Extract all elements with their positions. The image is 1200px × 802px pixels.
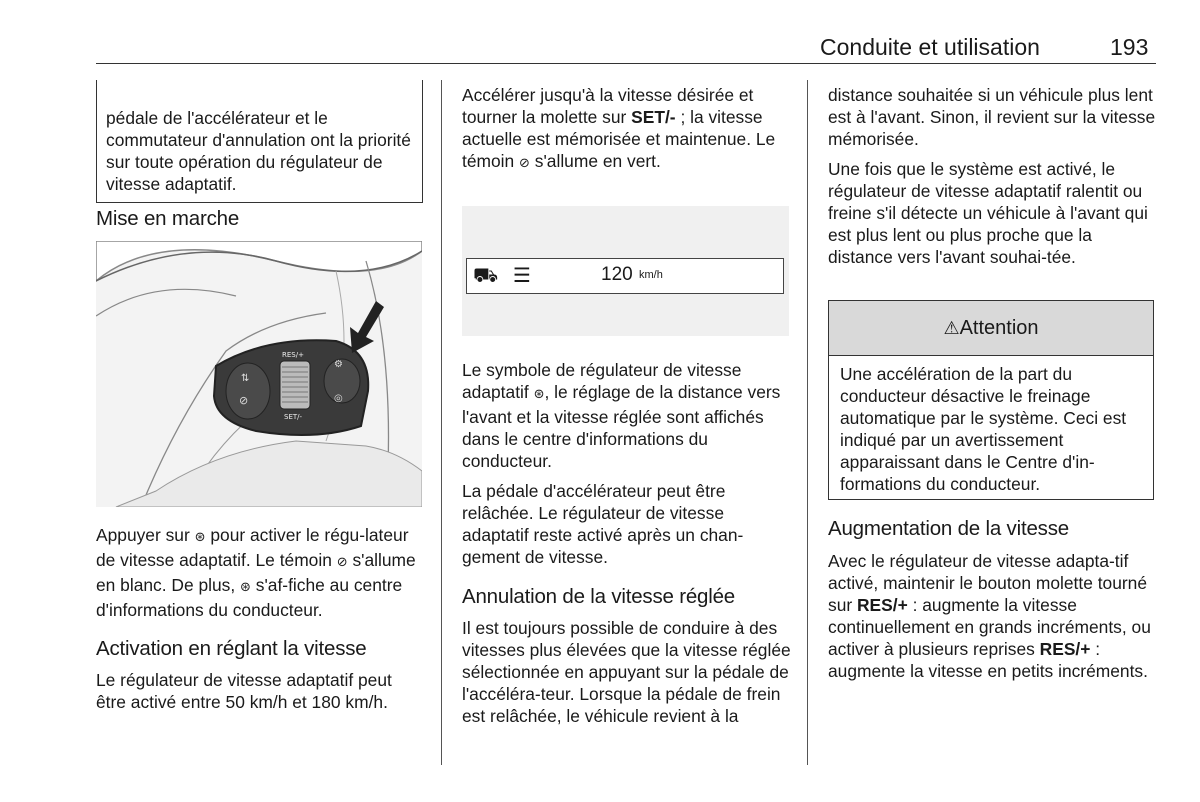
heading-mise-en-marche-wrap — [96, 207, 426, 231]
driver-info-display-figure — [462, 206, 789, 336]
paragraph-pedale: La pédale d'accélérateur peut être relâchée. Le régulateur de vitesse adaptatif reste activé après un chan-gement de vitesse. — [462, 481, 744, 567]
continued-warning-text: pédale de l'accélérateur et le commutateur d'annulation ont la priorité sur toute opération du régulateur de vitesse adaptatif. — [106, 108, 411, 195]
svg-text:◎: ◎ — [334, 393, 343, 404]
col3-bottom-block — [828, 517, 1158, 682]
header-rule — [96, 63, 1156, 64]
attention-header — [829, 301, 1153, 356]
heading-augmentation: Augmentation de la vitesse — [828, 517, 1069, 540]
res-label: RES/+ — [282, 351, 304, 359]
column-divider — [807, 80, 808, 765]
column-divider — [441, 80, 442, 765]
paragraph-distance: distance souhaitée si un véhicule plus lent est à l'avant. Sinon, il revient sur la vitesse mémorisée. — [828, 85, 1156, 149]
svg-text:⊘: ⊘ — [239, 394, 249, 407]
cruise-control-icon: ⊛ — [240, 580, 251, 595]
page-header-title: Conduite et utilisation — [820, 34, 1040, 60]
text-segment: s'allume en blanc. De plus, — [96, 550, 416, 595]
heading-activation: Activation en réglant la vitesse — [96, 637, 367, 660]
text-segment: ; la vitesse actuelle est mémorisée et maintenue. Le témoin — [462, 107, 776, 171]
text-segment: : augmente la vitesse en petits incréments. — [828, 639, 1148, 681]
warning-triangle-icon: ⚠ — [943, 318, 960, 339]
paragraph-augmentation — [828, 550, 1158, 682]
speedometer-icon: ⊘ — [336, 555, 348, 570]
set-speed-unit: km/h — [639, 269, 663, 281]
text-segment: pour activer le régu-lateur de vitesse adaptatif. Le témoin — [96, 525, 409, 570]
text-segment: Avec le régulateur de vitesse adapta-tif activé, maintenir le bouton molette tourné sur — [828, 551, 1148, 615]
paragraph-annulation: Il est toujours possible de conduire à des vitesses plus élevées que la vitesse réglée sélectionnée en appuyant sur la pédale de l'accéléra-teur. Lorsque la pédale de frein est relâchée, le véhicule revient à la — [462, 618, 791, 726]
paragraph-appuyer — [96, 524, 426, 621]
paragraph-une-fois: Une fois que le système est activé, le régulateur de vitesse adaptatif ralentit ou freine s'il détecte un véhicule à l'avant qui est plus lent ou plus proche que la distance vers l'avant souhai-tée. — [828, 159, 1148, 267]
text-segment: Accélérer jusqu'à la vitesse désirée et tourner la molette sur — [462, 85, 754, 127]
set-keyword: SET/- — [631, 107, 676, 127]
text-segment: : augmente la vitesse continuellement en grands incréments, ou activer à plusieurs reprises — [828, 595, 1151, 659]
attention-title: Attention — [959, 317, 1039, 339]
text-segment: , le réglage de la distance vers l'avant et la vitesse réglée sont affichés dans le centre d'informations du conducteur. — [462, 382, 781, 471]
heading-annulation: Annulation de la vitesse réglée — [462, 585, 736, 608]
attention-body: Une accélération de la part du conducteur désactive le freinage automatique par le système. Ceci est indiqué par un avertissement apparaissant dans le Centre d'in-formations du conducteur. — [840, 364, 1127, 494]
steering-wheel-figure — [96, 241, 422, 507]
text-segment: s'allume en vert. — [529, 151, 661, 171]
cruise-control-icon: ⊛ — [194, 530, 206, 545]
text-segment: Le symbole de régulateur de vitesse adaptatif — [462, 360, 742, 402]
continued-warning-box — [96, 80, 423, 203]
col2-bottom-block — [462, 359, 792, 727]
svg-text:⚙: ⚙ — [334, 359, 343, 370]
speedometer-icon: ⊘ — [519, 156, 530, 171]
display-bar — [466, 258, 784, 294]
adaptive-cruise-icon: ⛟ — [473, 263, 499, 287]
col1-text-block — [96, 524, 426, 713]
page-number: 193 — [1110, 34, 1149, 60]
heading-mise-en-marche: Mise en marche — [96, 207, 240, 230]
col3-top-block — [828, 84, 1158, 268]
distance-bars-icon: ☰ — [513, 263, 529, 287]
attention-box — [828, 300, 1154, 500]
svg-text:⇅: ⇅ — [241, 373, 250, 384]
set-label: SET/- — [284, 413, 303, 421]
res-keyword: RES/+ — [1039, 639, 1091, 659]
paragraph-symbole — [462, 359, 792, 472]
paragraph-accelerer — [462, 84, 792, 175]
cruise-control-icon: ⊛ — [533, 387, 545, 402]
text-segment: s'af-fiche au centre d'informations du conducteur. — [96, 575, 403, 620]
paragraph-activation: Le régulateur de vitesse adaptatif peut être activé entre 50 km/h et 180 km/h. — [96, 670, 392, 712]
text-segment: Appuyer sur — [96, 525, 195, 545]
col2-top-block — [462, 84, 792, 175]
set-speed-value: 120 — [601, 264, 633, 285]
res-keyword: RES/+ — [857, 595, 908, 615]
